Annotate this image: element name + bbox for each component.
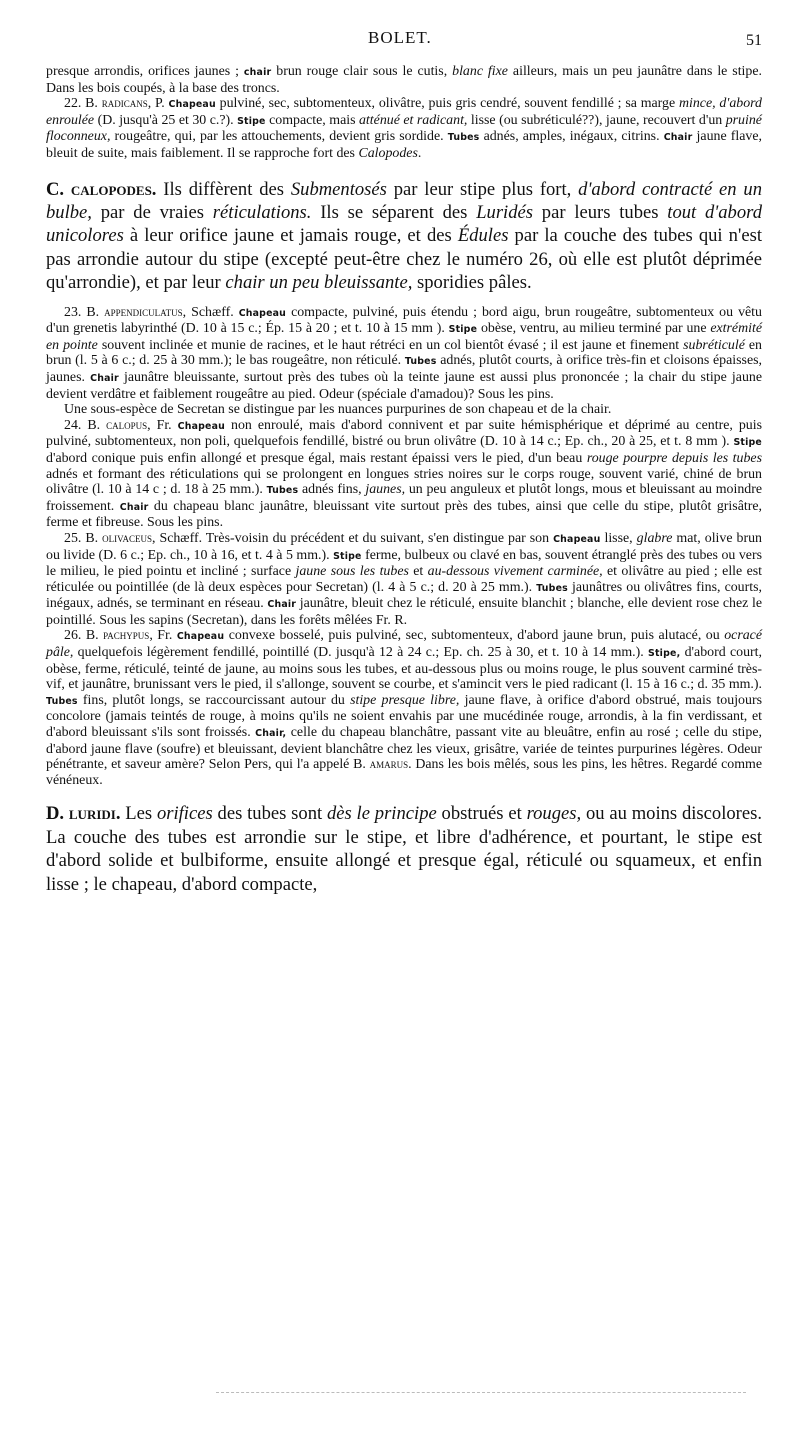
species-entry-26: 26. B. pachypus, Fr. Chapeau convexe bosselé, puis pulviné, sec, subtomenteux, d'abord jaune brun, puis alutacé, ou ocracé pâle, quelquefois légèrement fendillé, pointillé (D. jusqu'à 12 à 24 c.; Ep. ch. 25 à 30, et t. 10 à 14 mm.). Stipe, d'abord court, obèse, ferme, réticulé, teinté de jaune, au moins sous les tubes, et au-dessous plus ou moins rouge, le plus souvent carminé très-vif, et jaunâtre, brunissant vers le pied, il s'allonge, souvent se courbe, et s'amincit vers le pied radicant (l. 15 à 16 c.; d. 35 mm.). Tubes fins, plutôt longs, se raccourcissant autour du stipe presque libre, jaune flave, à orifice d'abord obstrué, mais toujours concolore (jamais teintés de rouge, à moins qu'ils ne soient envahis par une mucédinée rouge, arrondis, à la fin verdissant, et d'abord bleuissant s'ils sont froissés. Chair, celle du chapeau blanchâtre, passant vite au bleuâtre, enfin au rosé ; celle du stipe, d'abord jaune flave (soufre) et bleuissant, devient blanchâtre chez les vieux, grisâtre, variée de teintes purpurines légères. Odeur pénétrante, et saveur amère? Selon Pers, qui l'a appelé B. amarus. Dans les bois mêlés, sous les pins, les hêtres. Regardé comme vénéneux. xyxy=(46,628,762,788)
species-entry-23: 23. B. appendiculatus, Schæff. Chapeau compacte, pulviné, puis étendu ; bord aigu, brun rougeâtre, subtomenteux ou vêtu d'un grenetis labyrinthé (D. 10 à 15 c.; Ép. 15 à 20 ; et t. 10 à 15 mm ). Stipe obèse, ventru, au milieu terminé par une extrémité en pointe souvent inclinée et munie de racines, et le haut rétréci en un col bientôt évasé ; il est jaune et finement subréticulé en brun (l. 5 à 6 c.; d. 25 à 30 mm.); le bas rougeâtre, non réticulé. Tubes adnés, plutôt courts, à orifice très-fin et cloisons épaisses, jaunes. Chair jaunâtre bleuissante, surtout près des tubes où la teinte jaune est aussi plus prononcée ; la chair du stipe jaune devient verdâtre et faiblement rougeâtre au pied. Odeur (spéciale d'amadou)? Sous les pins. xyxy=(46,304,763,402)
section-d-heading: D. luridi. xyxy=(46,803,121,825)
entries-block-1 xyxy=(46,64,762,162)
section-c-heading: C. calopodes. xyxy=(46,178,157,200)
species-entry-25: 25. B. olivaceus, Schæff. Très-voisin du précédent et du suivant, s'en distingue par son Chapeau lisse, glabre mat, olive brun ou livide (D. 6 c.; Ep. ch., 10 à 16, et t. 4 à 5 mm.). Stipe ferme, bulbeux ou clavé en bas, souvent étranglé près des tubes ou vers le milieu, le pied pointu et incliné ; surface jaune sous les tubes et au-dessous vivement carminée, et olivâtre au pied ; elle est réticulée ou pointillée (de là deux espèces pour Secretan) (l. 4 à 5 c.; d. 20 à 25 mm.). Tubes jaunâtres ou olivâtres fins, courts, inégaux, adnés, se terminant en réseau. Chair jaunâtre, bleuit chez le réticulé, ensuite blanchit ; blanche, elle devient rose chez le pointillé. Sous les sapins (Secretan), dans les forêts mêlées Fr. R. xyxy=(46,530,762,628)
running-head xyxy=(0,28,800,56)
running-title: BOLET. xyxy=(368,28,432,47)
footer-rule xyxy=(216,1392,746,1393)
entries-block-2 xyxy=(46,305,762,789)
section-c-intro: C. calopodes. Ils diffèrent des Submentosés par leur stipe plus fort, d'abord contracté en un bulbe, par de vraies réticulations. Ils se séparent des Luridés par leurs tubes tout d'abord unicolores à leur orifice jaune et jamais rouge, et des Édules par la couche des tubes qui n'est pas arrondie autour du stipe (excepté peut-être chez le numéro 26, où elle est plutôt déprimée qu'arrondie), et par leur chair un peu bleuissante, sporidies pâles. xyxy=(46,178,762,294)
page-body xyxy=(46,64,762,896)
section-d-intro: D. luridi. Les orifices des tubes sont dès le principe obstrués et rouges, ou au moins discolores. La couche des tubes est arrondie sur le stipe, et libre d'adhérence, et pourtant, le stipe est d'abord solide et bulbiforme, ensuite allongé et presque égal, réticulé ou squameux, et enfin lisse ; le chapeau, d'abord compacte, xyxy=(46,803,762,895)
species-entry-24: 24. B. calopus, Fr. Chapeau non enroulé, mais d'abord connivent et par suite hémisphérique et déprimé au centre, puis pulviné, subtomenteux, non poli, quelquefois fendillé, bistré ou brun olivâtre (D. 10 à 14 c.; Ep. ch., 20 à 25, et t. 8 mm ). Stipe d'abord conique puis enfin allongé et presque égal, mais restant épaissi vers le pied, d'un beau rouge pourpre depuis les tubes adnés et formant des réticulations qui se prolongent en longues stries noires sur le corps rouge, souvent varié, chiné de brun olivâtre (l. 10 à 14 c ; d. 18 à 25 mm.). Tubes adnés fins, jaunes, un peu anguleux et plutôt longs, mous et bleuissant au moindre froissement. Chair du chapeau blanc jaunâtre, bleuissant vite surtout près des tubes, ainsi que celle du stipe, plutôt grisâtre, ferme et fibreuse. Sous les pins. xyxy=(46,417,763,531)
species-entry-22: 22. B. radicans, P. Chapeau pulviné, sec, subtomenteux, olivâtre, puis gris cendré, souvent fendillé ; sa marge mince, d'abord enroulée (D. jusqu'à 25 et 30 c.?). Stipe compacte, mais atténué et radicant, lisse (ou subréticulé??), jaune, recouvert d'un pruiné floconneux, rougeâtre, qui, par les attouchements, devient gris sordide. Tubes adnés, amples, inégaux, citrins. Chair jaune flave, bleuit de suite, mais faiblement. Il se rapproche fort des Calopodes. xyxy=(46,96,763,161)
page-number: 51 xyxy=(746,32,762,49)
continuation-paragraph: presque arrondis, orifices jaunes ; chair brun rouge clair sous le cutis, blanc fixe ailleurs, mais un peu jaunâtre dans le stipe. Dans les bois coupés, à la base des troncs. xyxy=(46,64,762,96)
subspecies-note-23: Une sous-espèce de Secretan se distingue par les nuances purpurines de son chapeau et de la chair. xyxy=(64,402,612,418)
